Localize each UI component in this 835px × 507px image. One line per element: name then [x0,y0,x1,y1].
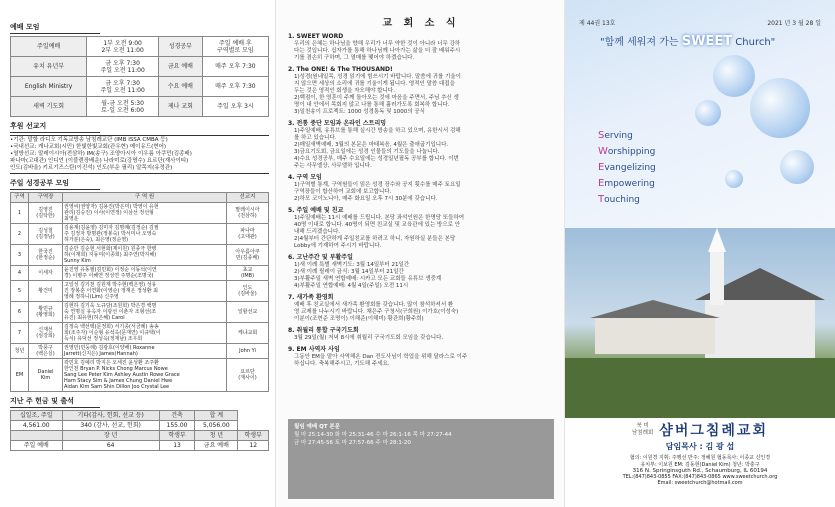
attendance-value: 주일 예배 [11,441,63,451]
convention-label: 북 미 남침례회 [632,423,654,436]
group-cell: 1 [11,203,29,224]
group-title: 주일 성경공부 모임 [10,178,100,190]
mission-list [10,135,269,174]
group-cell: 일할선교 [227,302,269,323]
group-header: 구 역 원 [63,193,227,203]
bulletin-date: 2021 년 3 월 28 일 [767,20,821,27]
offering-value: 4,561.00 [11,421,63,431]
group-cell: 요르단 (재사이) [227,359,269,392]
group-cell: 7 [11,323,29,344]
church-photo [565,228,835,420]
church-name: 샴버그침례교회 [659,423,768,439]
group-cell: 인도 (김바울) [227,281,269,302]
right-panel [565,0,835,507]
news-item-body: 1)주일예배는 11시 예배를 드립니다. 본당 좌석인원은 한명당 또들하여 40명 이내로 합니다. 40명이 되면 친교실 및 교육관에 있는 방으로 안 내해 드리겠습니다. 2)4월부터 간단하게 주일친교를 하려고 하니, 자원하실 분들은 본당 Lobby에 기재하여 주시기 바랍니다. [294,215,465,249]
news-item [288,346,554,368]
news-item-title: 2. The ONE! & The THOUSAND! [288,66,393,73]
news-item [288,66,554,116]
news-item-body: 1)구역별 통계, 구역원들이 읽은 성경 장수와 공지 횟수를 매주 토요일 구역장들이 합산하여 교회에 보고합니다. 2)하모 코이노니아, 매주 화요일 오후 7시 30분에 갖습니다. [294,182,461,202]
table-row [11,344,269,359]
attendance-value: 12 [238,441,269,451]
attendance-value: 64 [62,441,159,451]
offering-title: 지난 주 헌금 및 출석 [10,396,100,408]
group-table [10,192,269,392]
attendance-header: 장 년 [62,431,159,441]
group-cell: 윤진영 유동필(김민회) 이정순 이동석(이연 경) 이병주 이혜연 정성연 주명순(조명국) [63,266,227,281]
bubble-decoration [713,55,755,97]
bubble-decoration [725,170,743,188]
news-list [288,33,554,368]
group-cell: 4 [11,266,29,281]
worship-time-2: 매주 오후 7:30 [202,57,268,77]
mission-item: •기관: 말할 라디오 기독교방송 남침례교단 (IMB ISSA CMBA 등) [10,137,168,143]
worship-time-2: 주일 예배 후 구역별로 모임 [202,37,268,57]
worship-time: 금 오후 7:30 주일 오전 11:00 [87,57,159,77]
group-cell: 6 [11,302,29,323]
group-cell: 곽민호 김예리 박지은 오세진 윤성환 조주환 한인천 Bryan P. Nicks Chong Marcus Nowe Sang Lee Peter Kim Ashley Austin Rowe Grace Ham Stacy Sim & James Chung Daniel Hwe Aidan Kim Sam Shin Dillon Joo Crystal Lee [63,359,227,392]
news-item-title: 6. 고난주간 및 부활주일 [288,254,353,261]
news-item [288,120,554,170]
news-item-body: 3월 29일(월) 저녁 8시에 취월리 구국기도회 모임을 갖습니다. [294,335,444,341]
offering-header: 건축 [159,411,194,421]
acronym-word: erving [604,131,633,141]
group-cell: 김현하 김기욱 노규담(조원희) 박은경 백명 숙 연명실 유옥자 이광선 이춘자 조형선(조 유진) 최유현(허은혜) Carol [63,302,227,323]
motto-post: Church" [735,37,776,48]
worship-table [10,36,269,117]
worship-name: 유치 유년부 [11,57,87,77]
acronym-word: ouching [604,195,640,205]
news-item [288,327,554,342]
attendance-header: 학생부 [159,431,194,441]
address: 316 N. Springinsguth Rd., Schaumburg, IL 60194 [632,468,768,474]
offering-header: 기타(감사, 헌회, 선교 등) [62,411,159,421]
news-item-body: 1)성경(원네일목, 성경 읽기에 힘쓰시기 바랍니다. 말씀에 귀를 기울이 지 않으면 세상의 소리에 귀를 기울이게 됩니다. 영적인 말씀 대접을 두는 것은 영적인 회생을 자오해야 합니다. 2)백점이, 한 영혼이 주께 돌아오는 것에 마음을 주면서, 주님 추신 생 명이 내 안에서 목회지 않고 나를 통해 흘러가도록 회복하 합니다. 3)일천송이 프로젝트: 1000 성경통독 및 1000의 공식 [294,74,461,115]
group-cell: 신재선 (심강희) [29,323,63,344]
mission-item: •열방선교: 말레이시아(전삼하) IM(송구) 조양아시아 이우름 아쿠민(김종배) [10,151,192,157]
news-item-title: 1. SWEET WORD [288,33,344,40]
group-cell: 김순만 김순현 서현화(제이원) 원종극 한병 하(이재희) 지동미(이종희) 최주연(박지혜) Sunny Kim [63,245,227,266]
table-row [11,245,269,266]
group-cell: 아우름아쿠 민(김종배) [227,245,269,266]
group-header: 구역장 [29,193,63,203]
church-info [565,418,835,507]
attendance-header: 청 년 [195,431,238,441]
group-cell: 고일성 김기천 김원재 박수현(백은영) 성유 진 장봉훈 이연화(이영순) 정재은 정성환 최 영례 정하니(Lim) 신주영 [63,281,227,302]
middle-panel [275,0,565,507]
mission-item: 인도(김바울) 키르기즈스탄(이진석) 인도(부운 필리) 알목지(유정관) [10,165,173,171]
group-cell: 3 [11,245,29,266]
acronym-line [598,160,656,176]
group-cell: 이세자 [29,266,63,281]
attendance-value: 금요 예배 [195,441,238,451]
group-cell: 박풍구 (백은실) [29,344,63,359]
motto [600,33,775,49]
news-item-title: 9. EM 사역자 사임 [288,346,340,353]
news-title: 교 회 소 식 [382,18,460,29]
group-cell: 권영씨(권양자) 김용진(박은미) 박영이 유현 관리(김승진) 이사(이연정) 이삼선 정선형 최영운 [63,203,227,224]
schedule-row-1: 월 마 25:14-30 화 마 25:31-46 수 마 26:1-16 목 마 27:27-44 [294,432,452,438]
acronym-word: mpowering [604,179,655,189]
pastor-name: 담임목사 : 김 광 섭 [665,442,735,451]
left-panel [0,0,275,507]
news-item [288,294,554,323]
worship-name-2: 금요 예배 [158,57,202,77]
table-row [11,359,269,392]
email: Email: sweetchurch@hotmail.com [657,480,743,486]
news-item-title: 5. 주일 예배 및 친교 [288,207,344,214]
table-row [11,224,269,245]
offering-value: 155.00 [159,421,194,431]
offering-header: 십일조, 주일 [11,411,63,421]
acronym-letter: T [598,194,605,205]
group-cell: 2 [11,224,29,245]
acronym-word: vangelizing [604,163,656,173]
mission-item: 파나마(고대관) 인디언 (이블렌장베운) 나라미로(강명수) 요르단(재사이티) [10,158,189,164]
acronym-line [598,128,656,144]
cover-top [565,0,835,228]
acronym-letter: E [598,178,605,189]
offering-header: 합 계 [195,411,238,421]
group-cell: 파나마 (고대관) [227,224,269,245]
group-cell: 케냐교회 [227,323,269,344]
acronym-line [598,144,656,160]
news-item-body: 1)주일예배, 유튜브를 통해 실시간 방송을 하고 있으며, 유한시서 검해 를 하고 있습니다. 2)매일새벽예배, 3월의 본문은 마태복음, 4월은 출애굽기입니다. 3)금요기도회, 금요일에는 성경 인물들의 기도들을 나눕니다. 4)수요 성경공부, 매주 수요일에는 성경일년필독 공부를 합니다. 이번 주는 사무엘상, 사무엘하 입니다. [294,128,461,169]
church-illustration [565,228,835,420]
group-cell: 김용재(김윤영) 김미자 김명례(김정순) 김필 주 김정자 방명관(정봉숙) 박서미나 오영숙 허가분(은숙), 최은영(정순영) [63,224,227,245]
worship-name-2: 수요 예배 [158,77,202,97]
group-cell: 5 [11,281,29,302]
group-cell: EM [11,359,29,392]
group-cell: John Yi [227,344,269,359]
qt-schedule [288,419,554,499]
group-cell: 황건미 [29,281,63,302]
issue-number: 제 44권 13호 [579,20,616,27]
group-header: 구역 [11,193,29,203]
table-row [11,302,269,323]
worship-name-2: 성경공부 [158,37,202,57]
attendance-header: 학생부 [238,431,269,441]
group-cell: 황민규 (황영희) [29,302,63,323]
table-row [11,281,269,302]
group-cell: 한국진 (한정순) [29,245,63,266]
bubble-decoration [780,150,814,184]
mission-title: 후원 선교지 [10,121,100,133]
group-cell: 김영진 (김탁한) [29,203,63,224]
news-item-title: 3. 전통 중단 모임과 온라인 스트리밍 [288,120,387,127]
worship-name: 새벽 기도회 [11,97,87,117]
worship-time: 월-금 오전 5:30 토-일 오전 6:00 [87,97,159,117]
news-item-body: 우리의 은혜는 하나님을 향해 우리가 너무 약한 것이 아니라 너무 강하 다는 것입니다. 십자가를 통해 하나님께 나아가는 삶을 더 잘 배워주시 기를 겸손히 구하며, 그 열매를 맺어야 하겠습니다. [294,41,461,61]
staff-line: 협의: 이원경 지휘: 주행선 반주: 정혜원 협동목사: 이종교 신인경 [629,455,771,461]
worship-time: 금 오후 7:30 주일 오전 11:00 [87,77,159,97]
group-cell: 김정숙 백선택(문정희) 서기종(서금례) 송송 희(조주자) 이순형 유석옥(문재연) 이규택(이 득식) 유덕선 정성옥(정재남) 조우희 [63,323,227,344]
mission-item: •국내선교: 캐나교회(시민) 한빛한빛교회(관우현) 메이유드(현어) [10,144,167,150]
schedule-row-2: 금 마 27:45-56 토 마 27:57-66 주 마 28:1-20 [294,440,411,446]
acronym-word: orshipping [607,147,656,157]
worship-time: 1부 오전 9:00 2부 오전 11:00 [87,37,159,57]
motto-pre: "함께 세워져 가는 [600,37,679,48]
table-row [11,266,269,281]
acronym-letter: S [598,130,605,141]
news-item [288,174,554,203]
acronym-line [598,176,656,192]
youth-line: 유치부: 이보원 EM: 김동현(Daniel Kim) 청년: 박충구 [640,462,760,468]
table-row [11,203,269,224]
acronym-letter: W [598,146,608,157]
group-cell: Daniel Kim [29,359,63,392]
news-item [288,207,554,250]
news-item-body: 그동안 EM을 맡아 사역해온 Dan 전도사님이 학업을 위해 달라스로 이주 하십니다. 축복해주시고, 기도해 주세요. [294,354,468,367]
group-cell: 청년 [11,344,29,359]
contact-line: TEL:(847)843-0855 FAX:(847)843-0865 www.sweetchurch.org [622,474,778,480]
worship-name-2: 제나 교회 [158,97,202,117]
news-item [288,254,554,290]
group-cell: 쵸교 (IMB) [227,266,269,281]
attendance-blank [11,431,63,441]
group-cell: 권영민(민둥례) 김광호(이양해) Roxanne Jarrett(신지은) James(Hannah) [63,344,227,359]
offering-value: 340 (감사, 선교, 헌회) [62,421,159,431]
offering-table [10,410,269,451]
motto-sweet: SWEET [681,34,733,49]
group-header: 선교지 [227,193,269,203]
news-item [288,33,554,62]
bubble-decoration [695,100,721,126]
acronym-line [598,192,656,208]
worship-time-2: 매주 오후 7:30 [202,77,268,97]
acronym-letter: E [598,162,605,173]
news-item-body: 예배 후 친교실에서 새가족 환영회를 갖습니다. 많이 참석하셔서 환 영 교제를 나누시기 바랍니다. 채은주 구청서(구희원) 이가호(이성숙) 이분이(조현준 조명이) 이해준(이해미) 황관희(황주희) [294,302,459,322]
worship-name: 주일예배 [11,37,87,57]
group-cell: 말레이시아 (전삼하) [227,203,269,224]
sweet-acronym [598,128,656,208]
table-row [11,323,269,344]
worship-time-2: 주일 오후 3시 [202,97,268,117]
news-item-title: 7. 새가족 환영회 [288,294,334,301]
worship-name: English Ministry [11,77,87,97]
offering-value: 5,056.00 [195,421,238,431]
attendance-value: 13 [159,441,194,451]
group-cell: 김성철 (김정남) [29,224,63,245]
schedule-title: 월임 예배 QT 본문 [294,424,341,430]
news-item-body: 1)새 이례 특별 새벽기도: 3월 14일부터 21일간 2)새 이례 릴레이 금식: 3월 14일부터 21일간 3)부활주일 새벽 연합예배: 시카고 모든 교회들 유튜브 생중계 4)부활주일 연합예배: 4월 4일(주일) 오전 11시 [294,262,442,289]
news-item-title: 8. 취월리 통합 구국기도회 [288,327,359,334]
news-item-title: 4. 구역 모임 [288,174,322,181]
worship-title: 예배 모임 [10,22,100,34]
bubble-decoration [750,78,810,138]
